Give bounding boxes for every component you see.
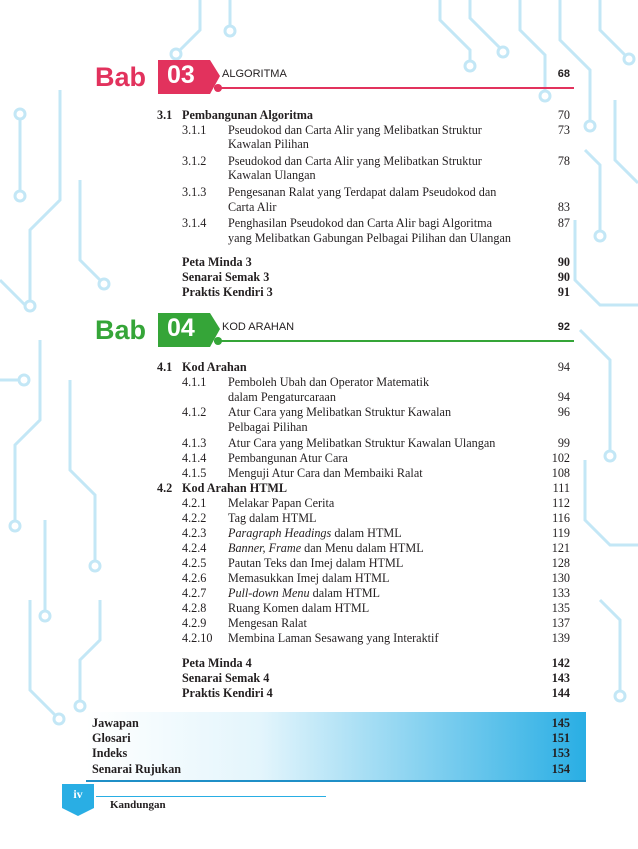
chapter3-page: 68 xyxy=(557,68,570,80)
toc-4-2-5-page: 128 xyxy=(551,556,570,570)
toc-4-2-5-number: 4.2.5 xyxy=(182,556,207,570)
section-3-1-number: 3.1 xyxy=(157,108,173,122)
toc-3-1-3-title-cont: Carta Alir xyxy=(228,200,277,214)
toc-3-1-2-number: 3.1.2 xyxy=(182,154,207,168)
toc-jawapan: Jawapan xyxy=(92,716,139,730)
toc-4-2-6-page: 130 xyxy=(551,571,570,585)
toc-4-1-1-title: Pemboleh Ubah dan Operator Matematik xyxy=(228,375,430,389)
toc-4-1-5-number: 4.1.5 xyxy=(182,466,207,480)
chapter4-bab-label: Bab xyxy=(95,315,147,345)
section-3-1-page: 70 xyxy=(557,108,570,122)
toc-3-1-2-title-cont: Kawalan Ulangan xyxy=(228,168,316,182)
chapter3-rule xyxy=(214,87,574,89)
chapter3-number: 03 xyxy=(167,61,195,89)
toc-3-1-4-title-cont: yang Melibatkan Gabungan Pelbagai Pilihan dan Ulangan xyxy=(228,231,511,245)
toc-3-1-3-page: 83 xyxy=(557,200,570,214)
toc-praktis-kendiri-4: Praktis Kendiri 4 xyxy=(182,686,273,700)
toc-4-1-1-title-cont: dalam Pengaturcaraan xyxy=(228,390,336,404)
toc-4-2-7-title-rest: dalam HTML xyxy=(309,586,380,600)
toc-4-2-4-page: 121 xyxy=(551,541,570,555)
toc-4-1-5-title: Menguji Atur Cara dan Membaiki Ralat xyxy=(228,466,423,480)
toc-4-2-4-number: 4.2.4 xyxy=(182,541,207,555)
toc-praktis-kendiri-3: Praktis Kendiri 3 xyxy=(182,285,273,299)
section-4-1-title: Kod Arahan xyxy=(182,360,247,374)
chapter3-title: ALGORITMA xyxy=(222,68,287,80)
toc-4-2-2-title: Tag dalam HTML xyxy=(228,511,317,525)
toc-praktis-kendiri-4-page: 144 xyxy=(551,686,570,700)
footer-label: Kandungan xyxy=(110,799,166,811)
toc-4-2-10-page: 139 xyxy=(551,631,570,645)
toc-indeks: Indeks xyxy=(92,746,128,760)
toc-4-2-3-title-italic: Paragraph Headings xyxy=(228,526,332,540)
toc-senarai-rujukan: Senarai Rujukan xyxy=(92,762,182,776)
section-4-2-title: Kod Arahan HTML xyxy=(182,481,287,495)
toc-3-1-1-title-cont: Kawalan Pilihan xyxy=(228,137,309,151)
toc-peta-minda-3: Peta Minda 3 xyxy=(182,255,252,269)
toc-peta-minda-4: Peta Minda 4 xyxy=(182,656,252,670)
toc-3-1-3-title: Pengesanan Ralat yang Terdapat dalam Pseudokod dan xyxy=(228,185,497,199)
toc-4-1-5-page: 108 xyxy=(551,466,570,480)
toc-3-1-4-number: 3.1.4 xyxy=(182,216,207,230)
toc-3-1-4-title: Penghasilan Pseudokod dan Carta Alir bagi Algoritma xyxy=(228,216,493,230)
chapter3-bab-label: Bab xyxy=(95,62,147,92)
toc-jawapan-page: 145 xyxy=(551,716,570,730)
toc-4-1-3-title: Atur Cara yang Melibatkan Struktur Kawalan Ulangan xyxy=(228,436,496,450)
toc-4-2-4-title xyxy=(228,541,424,555)
toc-3-1-1-page: 73 xyxy=(557,123,570,137)
toc-praktis-kendiri-3-page: 91 xyxy=(557,285,570,299)
toc-4-2-1-page: 112 xyxy=(552,496,570,510)
toc-4-2-7-title-italic: Pull-down Menu xyxy=(228,586,310,600)
footer-page-number: iv xyxy=(73,787,83,801)
toc-4-1-3-page: 99 xyxy=(557,436,570,450)
toc-4-1-3-number: 4.1.3 xyxy=(182,436,207,450)
toc-peta-minda-3-page: 90 xyxy=(557,255,570,269)
toc-4-1-4-number: 4.1.4 xyxy=(182,451,207,465)
toc-4-1-1-number: 4.1.1 xyxy=(182,375,207,389)
toc-4-2-4-title-rest: dan Menu dalam HTML xyxy=(301,541,424,555)
section-4-2-page: 111 xyxy=(552,481,570,495)
toc-4-2-7-page: 133 xyxy=(551,586,570,600)
toc-4-2-8-number: 4.2.8 xyxy=(182,601,207,615)
toc-4-2-2-number: 4.2.2 xyxy=(182,511,207,525)
toc-4-2-8-page: 135 xyxy=(551,601,570,615)
toc-4-2-6-title: Memasukkan Imej dalam HTML xyxy=(228,571,390,585)
toc-glosari-page: 151 xyxy=(551,731,570,745)
chapter4-number: 04 xyxy=(167,314,195,342)
toc-senarai-semak-3: Senarai Semak 3 xyxy=(182,270,270,284)
toc-4-2-7-title xyxy=(228,586,380,600)
toc-3-1-3-number: 3.1.3 xyxy=(182,185,207,199)
toc-4-2-9-number: 4.2.9 xyxy=(182,616,207,630)
toc-4-1-2-page: 96 xyxy=(557,405,570,419)
toc-3-1-1-number: 3.1.1 xyxy=(182,123,207,137)
toc-3-1-2-title: Pseudokod dan Carta Alir yang Melibatkan Struktur xyxy=(228,154,482,168)
toc-4-2-9-title: Mengesan Ralat xyxy=(228,616,307,630)
toc-4-1-2-title: Atur Cara yang Melibatkan Struktur Kawalan xyxy=(228,405,452,419)
toc-senarai-semak-4: Senarai Semak 4 xyxy=(182,671,270,685)
section-3-1-title: Pembangunan Algoritma xyxy=(182,108,314,122)
toc-4-2-9-page: 137 xyxy=(551,616,570,630)
toc-indeks-page: 153 xyxy=(551,746,570,760)
toc-4-2-2-page: 116 xyxy=(552,511,570,525)
toc-4-1-1-page: 94 xyxy=(557,390,570,404)
toc-senarai-semak-4-page: 143 xyxy=(551,671,570,685)
toc-4-2-4-title-italic: Banner, Frame xyxy=(228,541,302,555)
toc-4-2-1-title: Melakar Papan Cerita xyxy=(228,496,335,510)
section-4-1-number: 4.1 xyxy=(157,360,173,374)
footer-line xyxy=(96,796,326,797)
toc-4-1-2-number: 4.1.2 xyxy=(182,405,207,419)
section-4-2-number: 4.2 xyxy=(157,481,173,495)
toc-3-1-2-page: 78 xyxy=(557,154,570,168)
toc-4-2-3-number: 4.2.3 xyxy=(182,526,207,540)
toc-peta-minda-4-page: 142 xyxy=(551,656,570,670)
toc-4-2-3-page: 119 xyxy=(552,526,570,540)
toc-4-1-4-title: Pembangunan Atur Cara xyxy=(228,451,348,465)
toc-4-2-1-number: 4.2.1 xyxy=(182,496,207,510)
toc-3-1-1-title: Pseudokod dan Carta Alir yang Melibatkan Struktur xyxy=(228,123,482,137)
toc-4-2-6-number: 4.2.6 xyxy=(182,571,207,585)
toc-3-1-4-page: 87 xyxy=(557,216,570,230)
toc-4-2-8-title: Ruang Komen dalam HTML xyxy=(228,601,370,615)
chapter4-rule xyxy=(214,340,574,342)
chapter4-title: KOD ARAHAN xyxy=(222,321,295,333)
toc-4-2-10-title: Membina Laman Sesawang yang Interaktif xyxy=(228,631,439,645)
chapter3-rule-dot xyxy=(214,84,222,92)
back-matter-rule xyxy=(86,780,586,782)
toc-4-1-2-title-cont: Pelbagai Pilihan xyxy=(228,420,308,434)
toc-4-2-3-title-rest: dalam HTML xyxy=(331,526,402,540)
toc-4-2-10-number: 4.2.10 xyxy=(182,631,213,645)
toc-4-1-4-page: 102 xyxy=(551,451,570,465)
toc-senarai-rujukan-page: 154 xyxy=(551,762,570,776)
toc-glosari: Glosari xyxy=(92,731,131,745)
toc-senarai-semak-3-page: 90 xyxy=(557,270,570,284)
chapter4-rule-dot xyxy=(214,337,222,345)
toc-4-2-7-number: 4.2.7 xyxy=(182,586,207,600)
toc-4-2-3-title xyxy=(228,526,402,540)
chapter4-page: 92 xyxy=(557,321,570,333)
section-4-1-page: 94 xyxy=(557,360,570,374)
toc-4-2-5-title: Pautan Teks dan Imej dalam HTML xyxy=(228,556,404,570)
